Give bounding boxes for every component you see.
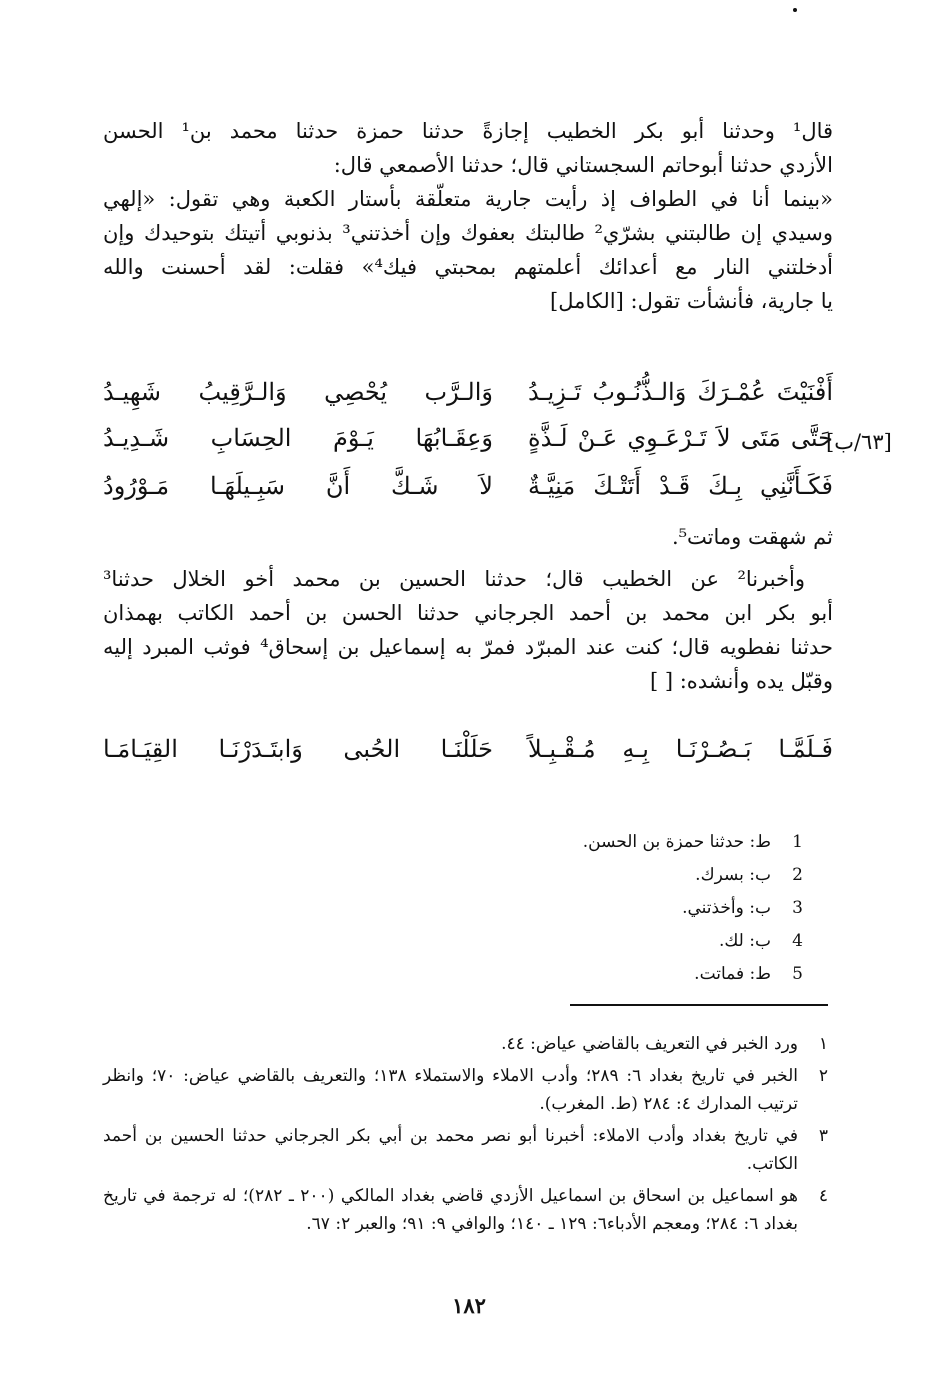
footnote [103,1030,828,1058]
note-number: 5 [792,964,803,984]
note-number: 4 [792,931,803,951]
prose-line: الأزدي حدثنا أبوحاتم السجستاني قال؛ حدثنا الأصمعي قال: [333,153,833,177]
verse-second-hemistich: حَلَلْنَـا الحُبى وَابتَـدَرْنَـا القِيَـامَـا [103,735,493,763]
footnote [103,1062,828,1118]
poem-verse [103,378,833,424]
prose-line: وسيدي إن طالبتني بشرّي² طالبتك بعفوك وإن أخذتني³ بذنوبي أتيتك بتوحيدك وإن [103,221,833,245]
prose-line: وقبّل يده وأنشده: [ ] [649,669,833,693]
footnotes [103,1030,828,1242]
footnote-text: الخبر في تاريخ بغداد ٦: ٢٨٩؛ وأدب الاملاء والاستملاء ١٣٨؛ والتعريف بالقاضي عياض: ٧٠؛ وانظر ترتيب المدارك ٤: ٢٨٤ (ط. المغرب). [103,1066,798,1114]
poem-verse [103,472,833,518]
note-text: ب: بسرك. [695,865,771,885]
footnote [103,1122,828,1178]
verse-second-hemistich: وَعِقَـابُهَا يَـوْمَ الحِسَابِ شَـدِيـدُ [103,424,493,452]
footnote-number: ٤ [818,1186,828,1206]
footnote-number: ١ [818,1034,828,1054]
poem-verse-2 [103,735,833,781]
page-number: ١٨٢ [452,1293,486,1318]
variant-note [583,925,803,958]
note-number: 3 [792,898,803,918]
note-number: 1 [792,832,803,852]
prose-block-bottom [103,562,833,698]
prose-line: أبو بكر ابن محمد بن أحمد الجرجاني حدثنا الحسن بن أحمد الكاتب بهمذان [103,601,833,625]
verse-first-hemistich: أَفْنَيْتَ عُمْـرَكَ وَالـذُّنُـوبُ تَـزِيـدُ [528,378,833,406]
prose-line: وأخبرنا² عن الخطيب قال؛ حدثنا الحسين بن محمد أخو الخلال حدثنا³ [103,567,805,591]
variant-notes [583,826,803,991]
note-text: ب: لك. [718,931,771,951]
footnote-number: ٢ [818,1066,828,1086]
note-text: ب: وأخذتني. [682,898,771,918]
prose-line: أدخلتني النار مع أعدائك أعلمتهم بمحبتي فيك⁴» فقلت: لقد أحسنت والله [103,255,834,279]
footnote-text: ورد الخبر في التعريف بالقاضي عياض: ٤٤. [501,1034,798,1054]
footnote-separator [570,1004,828,1006]
variant-note [583,958,803,991]
footnote [103,1182,828,1238]
prose-block-top [103,114,833,318]
verse-second-hemistich: لاَ شَـكَّ أَنَّ سَبِـيلَهَـا مَـوْرُودُ [103,472,493,500]
verse-first-hemistich: حَتَّى مَتَى لاَ تَـرْعَـوِي عَـنْ لَـذَّةٍ [528,424,833,452]
variant-note [583,892,803,925]
footnote-text: هو اسماعيل بن اسحاق بن اسماعيل الأزدي قاضي بغداد المالكي (٢٠٠ ـ ٢٨٢)؛ له ترجمة في تاريخ بغداد ٦: ٢٨٤؛ ومعجم الأدباء٦: ١٢٩ ـ ١٤٠؛ والوافي ٩: ٩١؛ والعبر ٢: ٦٧. [103,1186,798,1234]
margin-folio-reference: [٦٣/ب] [826,430,892,454]
page-dot [793,8,797,12]
note-text: ط: فماتت. [694,964,771,984]
note-text: ط: حدثنا حمزة بن الحسن. [582,832,771,852]
poem-verse [103,424,833,470]
prose-line: قال¹ وحدثنا أبو بكر الخطيب إجازةً حدثنا حمزة حدثنا محمد بن¹ الحسن [103,119,834,143]
prose-line: «بينما أنا في الطواف إذ رأيت جارية متعلّقة بأستار الكعبة وهي تقول: «إلهي [103,187,833,211]
verse-second-hemistich: وَالـرَّب يُحْصِي وَالـرَّقِيبُ شَهِيـدُ [103,378,493,406]
after-poem-line [103,520,833,554]
variant-note [583,859,803,892]
verse-first-hemistich: فَـلَمَّـا بَـصُـرْنَـا بِـهِ مُـقْـبِـلاً [528,735,833,763]
verse-first-hemistich: فَكَـأَنَّنِي بِـكَ قَـدْ أَتَتْـكَ مَنِيَّـةٌ [528,472,833,500]
variant-note [583,826,803,859]
prose-line: ثم شهقت وماتت⁵. [671,525,833,549]
note-number: 2 [792,865,803,885]
prose-line: حدثنا نفطويه قال؛ كنت عند المبرّد فمرّ به إسماعيل بن إسحاق⁴ فوثب المبرد إليه [103,635,833,659]
prose-line: يا جارية، فأنشأت تقول: [الكامل] [550,289,833,313]
footnote-number: ٣ [818,1126,828,1146]
footnote-text: في تاريخ بغداد وأدب الاملاء: أخبرنا أبو نصر محمد بن أبي بكر الجرجاني حدثنا الحسين بن أحمد الكاتب. [103,1126,798,1174]
